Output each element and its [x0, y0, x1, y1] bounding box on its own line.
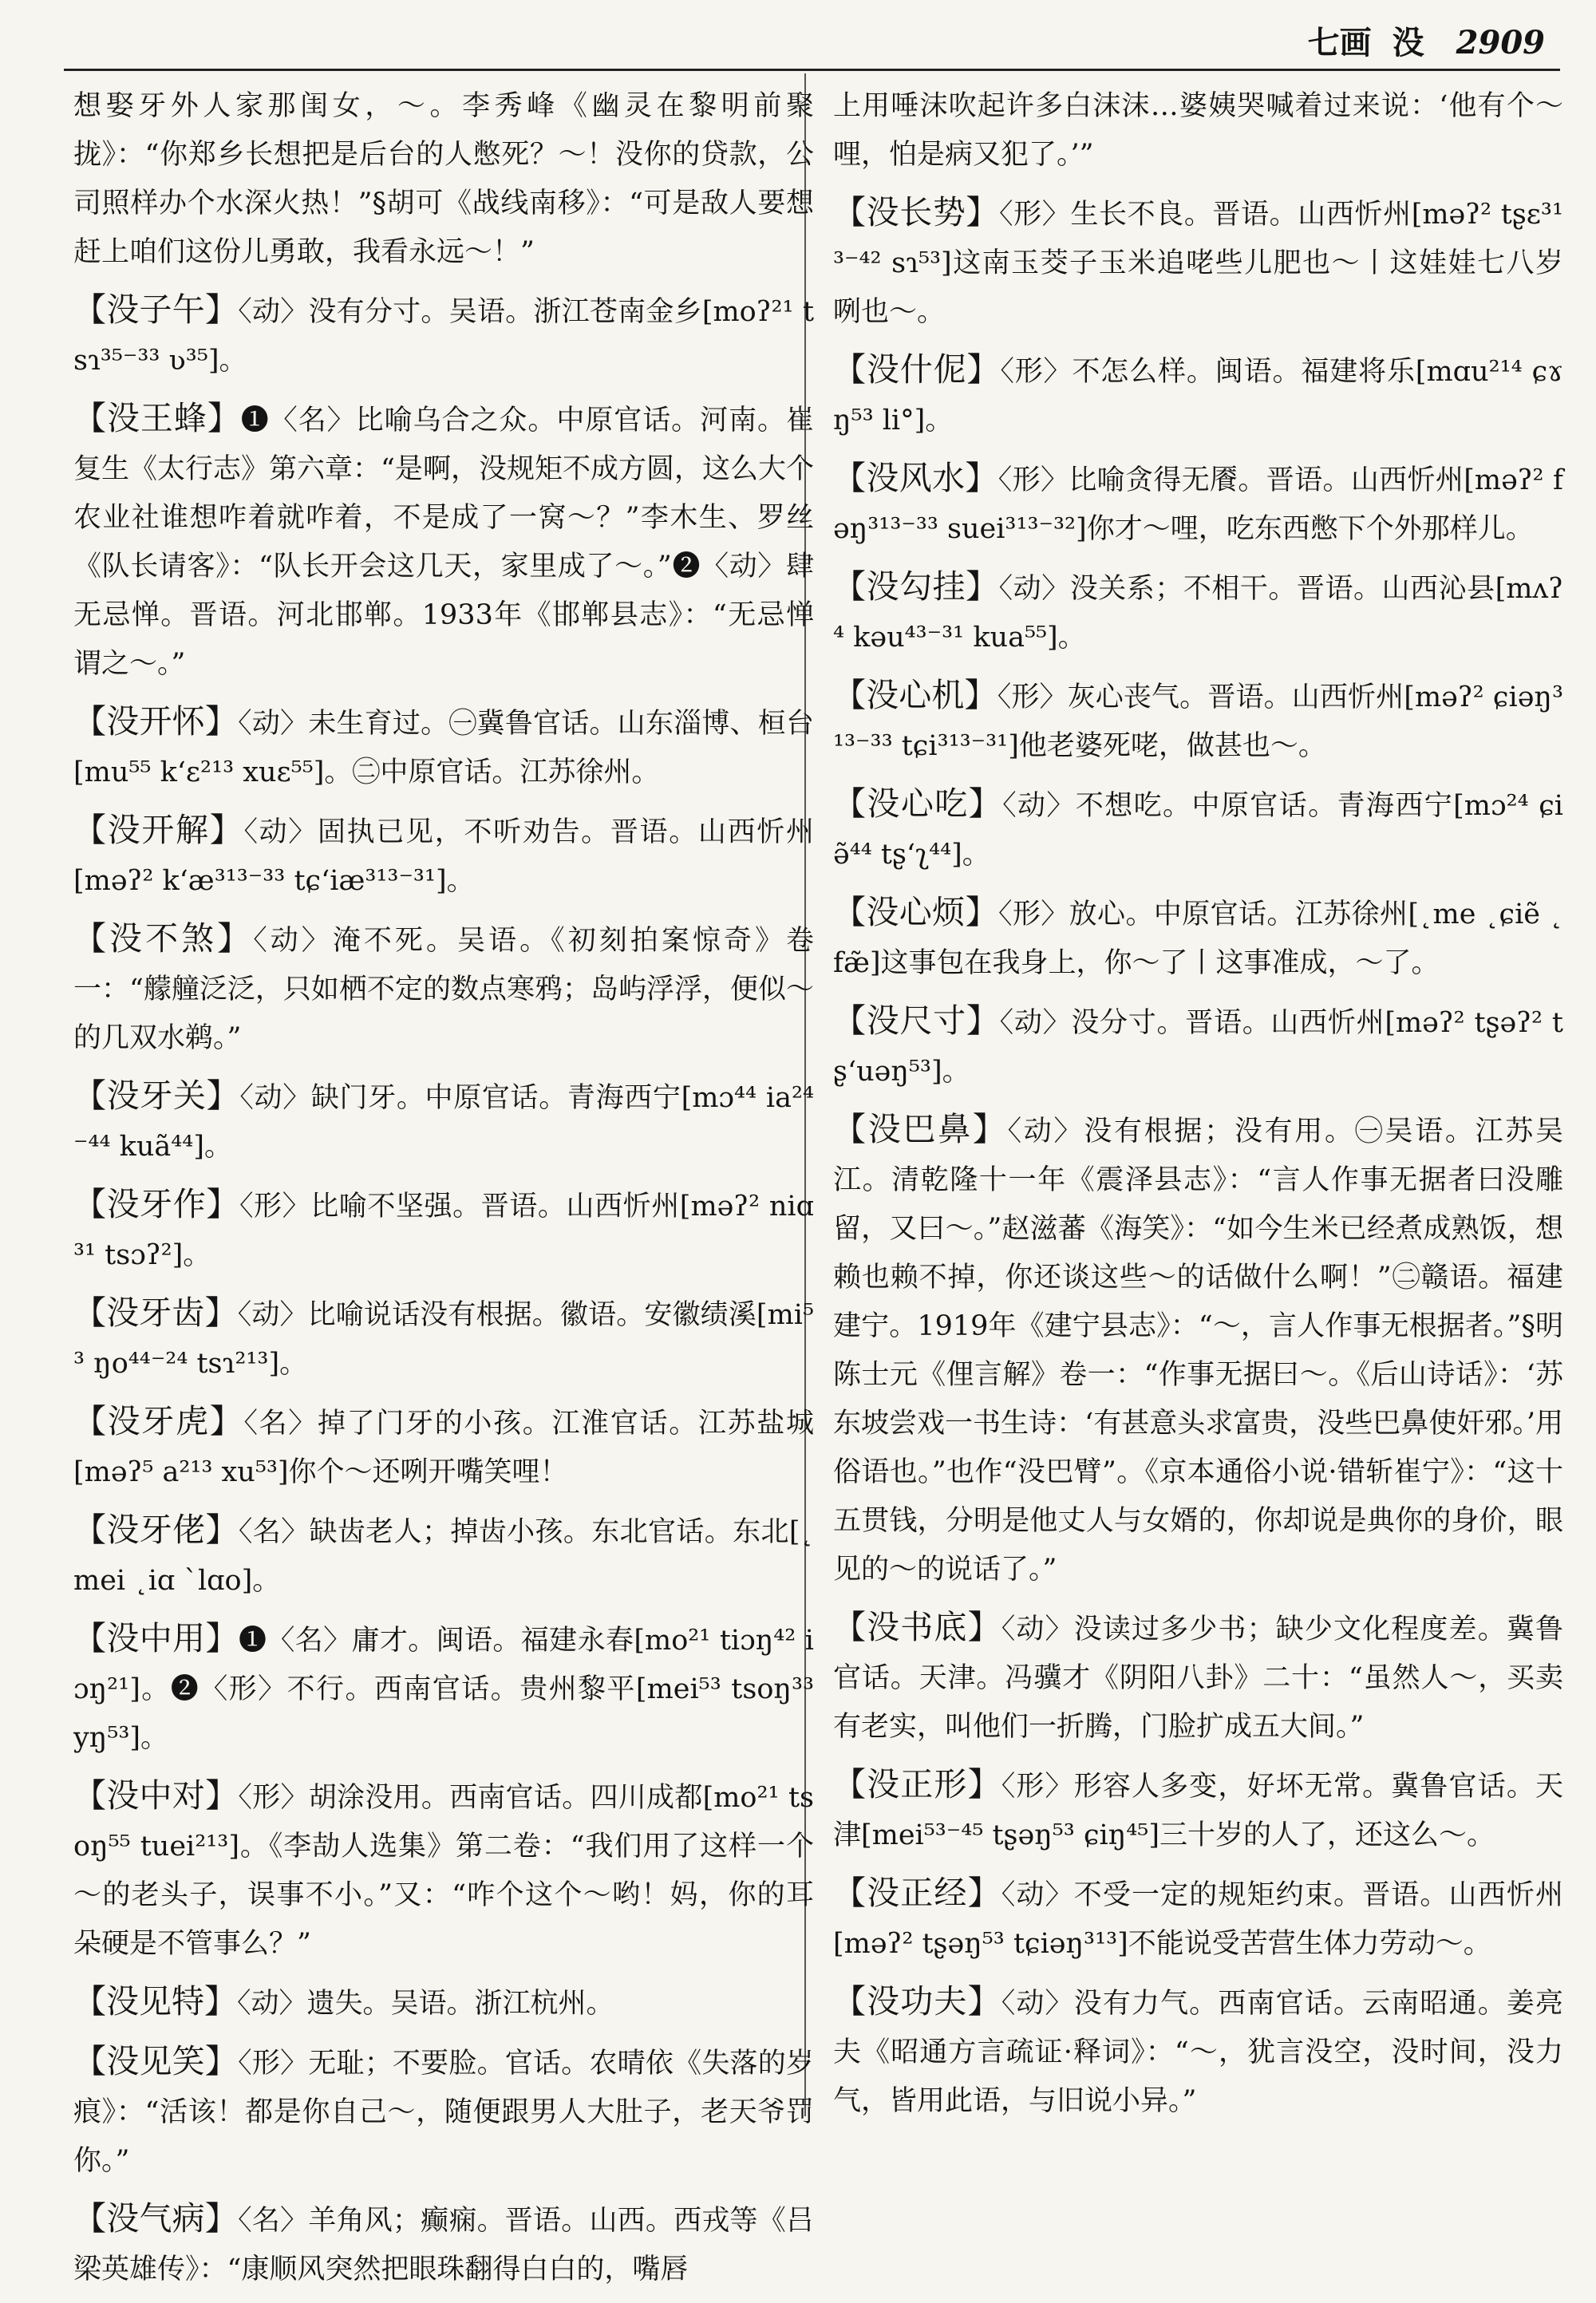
dictionary-entry: [73, 2037, 814, 2186]
dictionary-entry: [73, 2194, 814, 2294]
dictionary-entry: [833, 1760, 1563, 1860]
entry-definition: 〈动〉淹不死。吴语。《初刻拍案惊奇》卷一：“艨艟泛泛，只如栖不定的数点寒鸦；岛屿浮浮，便似～的几双水鹈。”: [73, 925, 814, 1054]
entry-headword: 【没不煞】: [73, 919, 254, 958]
entry-definition: 〈动〉不想吃。中原官话。青海西宁[mɔ²⁴ ɕiə̃⁴⁴ tʂ‘ʅ⁴⁴]。: [833, 790, 1563, 871]
dictionary-entry: [833, 1977, 1563, 2126]
dictionary-entry: [73, 1614, 814, 1763]
dictionary-entry: [73, 1772, 814, 1969]
entry-headword: 【没牙关】: [73, 1076, 240, 1115]
entry-definition: 〈形〉形容人多变，好坏无常。冀鲁官话。天津[mei⁵³⁻⁴⁵ tʂəŋ⁵³ ɕiŋ⁴⁵]三十岁的人了，还这么～。: [833, 1771, 1563, 1851]
entry-definition: 〈动〉遗失。吴语。浙江杭州。: [237, 1988, 614, 2020]
dictionary-entry: [73, 1072, 814, 1171]
dictionary-entry: [833, 563, 1563, 662]
dictionary-entry: [73, 1397, 814, 1497]
section-label: 七画: [1307, 24, 1372, 61]
dictionary-entry: [73, 806, 814, 906]
dictionary-entry: [73, 286, 814, 385]
dictionary-entry: [73, 697, 814, 797]
entry-definition: 〈动〉固执已见，不听劝告。晋语。山西忻州[məʔ² k‘æ³¹³⁻³³ tɕ‘iæ³¹³⁻³¹]。: [73, 816, 814, 897]
page-header: [1308, 18, 1545, 63]
entry-definition: 〈动〉没有分寸。吴语。浙江苍南金乡[moʔ²¹ tsɿ³⁵⁻³³ ʋ³⁵]。: [73, 296, 815, 377]
entry-definition: 〈动〉缺门牙。中原官话。青海西宁[mɔ⁴⁴ ia²⁴⁻⁴⁴ kuã⁴⁴]。: [73, 1082, 815, 1163]
header-character: 没: [1392, 24, 1424, 61]
entry-definition: ❶〈名〉比喻乌合之众。中原官话。河南。崔复生《太行志》第六章：“是啊，没规矩不成方圆，这么大个农业社谁想咋着就咋着，不是成了一窝～？”李木生、罗丝《队长请客》：“队长开会这几天，家里成了～。”❷〈动〉肆无忌惮。晋语。河北邯郸。1933年《邯郸县志》：“无忌惮谓之～。”: [73, 405, 814, 680]
entry-headword: 【没尺寸】: [833, 1001, 1000, 1040]
entry-headword: 【没牙齿】: [73, 1294, 238, 1332]
right-column: [833, 80, 1563, 2135]
dictionary-entry: [73, 1180, 814, 1280]
entry-definition: 〈名〉羊角风；癫痫。晋语。山西。西戎等《吕梁英雄传》：“康顺风突然把眼珠翻得白白的，嘴唇: [73, 2205, 814, 2285]
entry-definition: 〈动〉不受一定的规矩约束。晋语。山西忻州[məʔ² tʂəŋ⁵³ tɕiəŋ³¹³]不能说受苦营生体力劳动～。: [833, 1879, 1563, 1960]
entry-definition: 〈形〉比喻贪得无餍。晋语。山西忻州[məʔ² fəŋ³¹³⁻³³ suei³¹³⁻³²]你才～哩，吃东西憋下个外那样儿。: [833, 464, 1564, 545]
dictionary-entry: [833, 80, 1563, 180]
entry-headword: 【没正形】: [833, 1765, 1001, 1803]
entry-headword: 【没王蜂】: [73, 399, 241, 437]
page-number: 2909: [1456, 24, 1545, 61]
entry-definition: 〈动〉没分寸。晋语。山西忻州[məʔ² tʂəʔ² tʂ‘uəŋ⁵³]。: [833, 1007, 1563, 1088]
entry-definition: 〈形〉生长不良。晋语。山西忻州[məʔ² tʂɛ³¹³⁻⁴² sɿ⁵³]这南玉茭子玉米追咾些儿肥也～丨这娃娃七八岁咧也～。: [833, 199, 1563, 328]
entry-definition: 〈名〉缺齿老人；掉齿小孩。东北官话。东北[˛mei ˛iɑ ˋlɑo]。: [73, 1516, 814, 1597]
dictionary-entry: [73, 1977, 814, 2028]
dictionary-entry: [73, 394, 814, 689]
entry-headword: 【没牙佬】: [73, 1511, 239, 1549]
entry-definition: 〈动〉没有根据；没有用。㊀吴语。江苏吴江。清乾隆十一年《震泽县志》：“言人作事无据者曰没雕留，又曰～。”赵滋蕃《海笑》：“如今生米已经煮成熟饭，想赖也赖不掉，你还谈这些～的话做什么啊！”㊁赣语。福建建宁。1919年《建宁县志》：“～，言人作事无根据者。”§明陈士元《俚言解》卷一：“作事无据曰～。《后山诗话》：‘苏东坡尝戏一书生诗：‘有甚意头求富贵，没些巴鼻使奸邪。’用俗语也。”也作“没巴臂”。《京本通俗小说·错斩崔宁》：“这十五贯钱，分明是他丈人与女婿的，你却说是典你的身价，眼见的～的说话了。”: [833, 1116, 1563, 1586]
dictionary-entry: [833, 997, 1563, 1096]
entry-headword: 【没中对】: [73, 1776, 239, 1815]
entry-headword: 【没巴鼻】: [833, 1110, 1008, 1148]
entry-headword: 【没勾挂】: [833, 567, 999, 606]
header-rule: [64, 69, 1560, 71]
left-column: [73, 80, 814, 2303]
entry-definition: 〈形〉无耻；不要脸。官话。农晴依《失落的岁痕》：“活该！都是你自己～，随便跟男人大肚子，老天爷罚你。”: [73, 2048, 814, 2177]
dictionary-entry: [73, 1289, 814, 1389]
entry-definition: 〈动〉没有力气。西南官话。云南昭通。姜亮夫《昭通方言疏证·释词》：“～，犹言没空，没时间，没力气，皆用此语，与旧说小异。”: [833, 1988, 1563, 2117]
dictionary-entry: [833, 346, 1563, 445]
entry-headword: 【没牙虎】: [73, 1402, 244, 1440]
entry-definition: 想娶牙外人家那闺女，～。李秀峰《幽灵在黎明前聚拢》：“你郑乡长想把是后台的人憋死？～！没你的贷款，公司照样办个水深火热！”§胡可《战线南移》：“可是敌人要想赶上咱们这份儿勇敢，我看永远～！”: [73, 90, 814, 268]
entry-headword: 【没长势】: [833, 193, 1000, 231]
entry-headword: 【没开解】: [73, 811, 244, 849]
dictionary-entry: [833, 1869, 1563, 1969]
entry-headword: 【没什伲】: [833, 350, 1001, 389]
entry-definition: 〈形〉不怎么样。闽语。福建将乐[mɑu²¹⁴ ɕɤŋ⁵³ li°]。: [833, 356, 1563, 437]
entry-definition: 〈名〉掉了门牙的小孩。江淮官话。江苏盐城[məʔ⁵ a²¹³ xu⁵³]你个～还咧开嘴笑哩！: [73, 1408, 814, 1488]
entry-headword: 【没心机】: [833, 676, 998, 714]
dictionary-entry: [73, 80, 814, 277]
entry-headword: 【没见笑】: [73, 2042, 239, 2080]
entry-definition: 〈动〉没读过多少书；缺少文化程度差。冀鲁官话。天津。冯骥才《阴阳八卦》二十：“虽然人～，买卖有老实，叫他们一折腾，门脸扩成五大间。”: [833, 1614, 1563, 1743]
entry-headword: 【没功夫】: [833, 1982, 1001, 2021]
entry-headword: 【没心吃】: [833, 784, 1003, 823]
dictionary-entry: [833, 780, 1563, 879]
dictionary-entry: [833, 1603, 1563, 1752]
entry-headword: 【没开怀】: [73, 702, 239, 741]
entry-headword: 【没书底】: [833, 1608, 1001, 1646]
dictionary-entry: [833, 454, 1563, 554]
entry-headword: 【没风水】: [833, 459, 998, 497]
entry-definition: 〈形〉放心。中原官话。江苏徐州[˛me ˛ɕiẽ ˛fæ̃]这事包在我身上，你～了丨这事准成，～了。: [833, 899, 1564, 979]
entry-definition: 〈形〉胡涂没用。西南官话。四川成都[mo²¹ tsoŋ⁵⁵ tuei²¹³]。《李劼人选集》第二卷：“我们用了这样一个～的老头子，误事不小。”又：“咋个这个～哟！妈，你的耳朵硬是不管事么？”: [73, 1782, 814, 1960]
dictionary-entry: [833, 188, 1563, 337]
entry-headword: 【没见特】: [73, 1982, 237, 2021]
dictionary-entry: [833, 1105, 1563, 1594]
entry-headword: 【没牙作】: [73, 1185, 239, 1223]
entry-definition: 〈动〉没关系；不相干。晋语。山西沁县[mʌʔ⁴ kəu⁴³⁻³¹ kua⁵⁵]。: [833, 573, 1564, 654]
entry-headword: 【没正经】: [833, 1874, 1001, 1912]
entry-definition: 〈形〉比喻不坚强。晋语。山西忻州[məʔ² niɑ³¹ tsɔʔ²]。: [73, 1191, 815, 1271]
entry-definition: 上用唾沫吹起许多白沫沫…婆姨哭喊着过来说：‘他有个～哩，怕是病又犯了。’”: [833, 90, 1563, 171]
entry-headword: 【没子午】: [73, 290, 239, 329]
dictionary-entry: [73, 1506, 814, 1606]
entry-definition: ❶〈名〉庸才。闽语。福建永春[mo²¹ tiɔŋ⁴² iɔŋ²¹]。❷〈形〉不行。西南官话。贵州黎平[mei⁵³ tsoŋ³³ yŋ⁵³]。: [73, 1625, 815, 1754]
dictionary-entry: [833, 888, 1563, 988]
entry-headword: 【没中用】: [73, 1619, 239, 1657]
entry-definition: 〈形〉灰心丧气。晋语。山西忻州[məʔ² ɕiəŋ³¹³⁻³³ tɕi³¹³⁻³¹]他老婆死咾，做甚也～。: [833, 681, 1564, 762]
entry-headword: 【没气病】: [73, 2199, 239, 2238]
dictionary-entry: [833, 671, 1563, 771]
entry-headword: 【没心烦】: [833, 893, 998, 931]
dictionary-entry: [73, 914, 814, 1063]
entry-definition: 〈动〉未生育过。㊀冀鲁官话。山东淄博、桓台[mu⁵⁵ k‘ɛ²¹³ xuɛ⁵⁵]。㊁中原官话。江苏徐州。: [73, 708, 814, 788]
entry-definition: 〈动〉比喻说话没有根据。徽语。安徽绩溪[mi⁵³ ŋo⁴⁴⁻²⁴ tsɿ²¹³]。: [73, 1299, 814, 1380]
